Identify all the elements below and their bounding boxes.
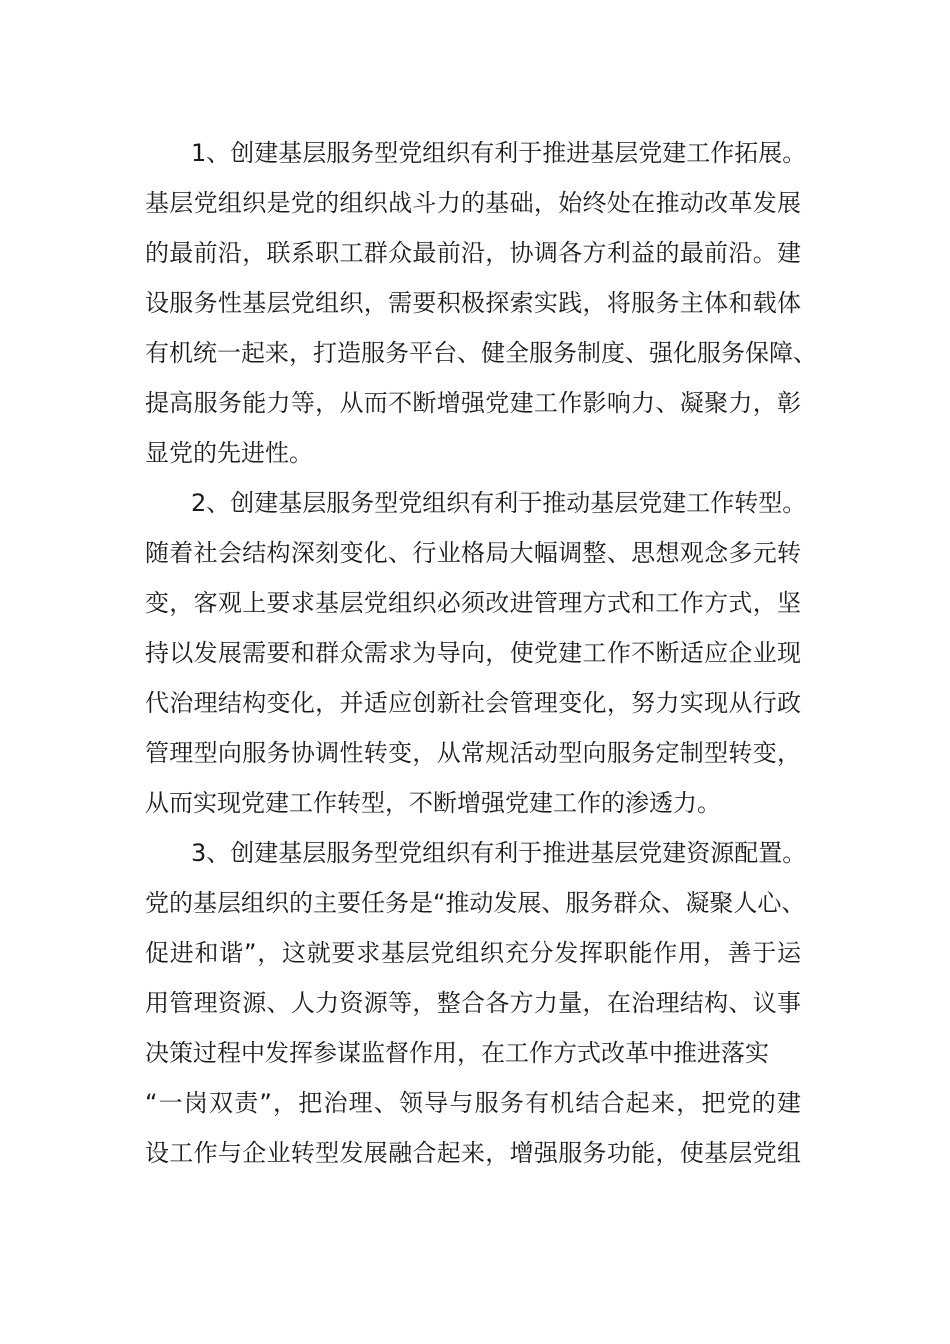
text-line: 设工作与企业转型发展融合起来，增强服务功能，使基层党组 [145, 1139, 801, 1167]
text-line: 提高服务能力等，从而不断增强党建工作影响力、凝聚力，彰 [145, 389, 801, 417]
text-line: 的最前沿，联系职工群众最前沿，协调各方利益的最前沿。建 [145, 239, 801, 267]
text-line: 持以发展需要和群众需求为导向，使党建工作不断适应企业现 [145, 639, 801, 667]
paragraph-heading: 1、创建基层服务型党组织有利于推进基层党建工作拓展。 [191, 139, 807, 167]
text-line: 党的基层组织的主要任务是“推动发展、服务群众、凝聚人心、 [145, 889, 806, 917]
text-line: 用管理资源、人力资源等，整合各方力量，在治理结构、议事 [145, 989, 801, 1017]
text-line: 代治理结构变化，并适应创新社会管理变化，努力实现从行政 [145, 689, 801, 717]
text-line: 决策过程中发挥参谋监督作用，在工作方式改革中推进落实 [145, 1039, 769, 1067]
document-body [145, 128, 817, 1178]
paragraph-heading: 2、创建基层服务型党组织有利于推动基层党建工作转型。 [191, 489, 807, 517]
text-line: “一岗双责”，把治理、领导与服务有机结合起来，把党的建 [145, 1089, 801, 1117]
text-line: 显党的先进性。 [145, 439, 313, 467]
text-line: 管理型向服务协调性转变，从常规活动型向服务定制型转变， [145, 739, 801, 767]
text-line: 设服务性基层党组织，需要积极探索实践，将服务主体和载体 [145, 289, 801, 317]
paragraph-3 [145, 828, 807, 1178]
text-line: 变，客观上要求基层党组织必须改进管理方式和工作方式，坚 [145, 589, 801, 617]
text-line: 随着社会结构深刻变化、行业格局大幅调整、思想观念多元转 [145, 539, 801, 567]
paragraph-2 [145, 478, 807, 828]
text-line: 从而实现党建工作转型，不断增强党建工作的渗透力。 [145, 789, 721, 817]
paragraph-heading: 3、创建基层服务型党组织有利于推进基层党建资源配置。 [191, 839, 807, 867]
text-line: 促进和谐”，这就要求基层党组织充分发挥职能作用，善于运 [145, 939, 801, 967]
text-line: 基层党组织是党的组织战斗力的基础，始终处在推动改革发展 [145, 189, 801, 217]
paragraph-1 [145, 128, 817, 478]
text-line: 有机统一起来，打造服务平台、健全服务制度、强化服务保障、 [145, 339, 817, 367]
